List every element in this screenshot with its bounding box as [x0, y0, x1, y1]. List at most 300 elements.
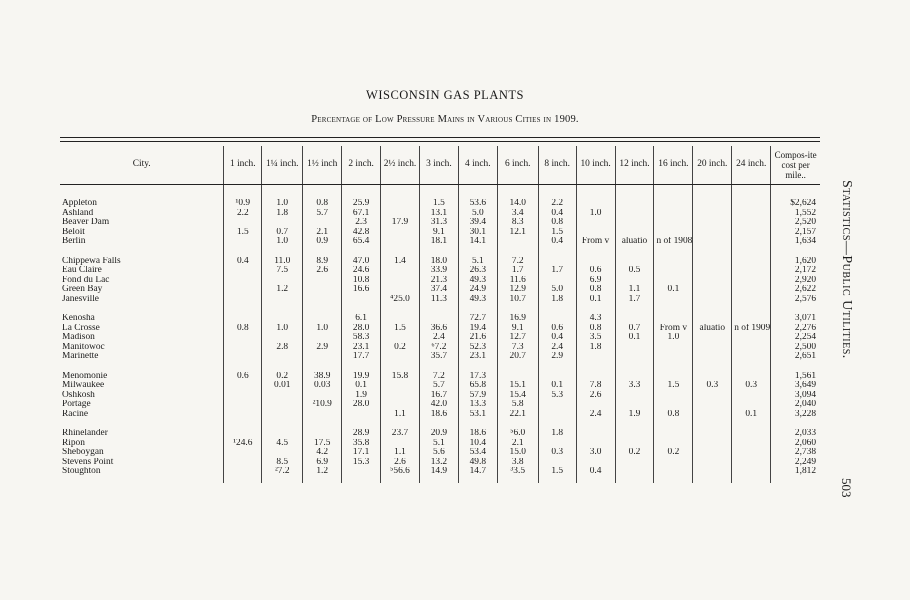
composite-cost-cell: 1,561: [771, 372, 820, 382]
col-header-10in: 10 inch.: [576, 146, 615, 185]
table-row: [60, 276, 820, 286]
percentage-cell: [732, 257, 771, 267]
percentage-cell: 0.2: [262, 372, 303, 382]
spacer-cell: [224, 304, 262, 314]
percentage-cell: 0.1: [654, 285, 693, 295]
spacer-cell: [303, 247, 342, 257]
percentage-cell: [693, 448, 732, 458]
spacer-cell: [693, 304, 732, 314]
percentage-cell: [615, 372, 654, 382]
percentage-cell: [732, 429, 771, 439]
table-row: [60, 458, 820, 468]
city-name-cell: Manitowoc: [62, 342, 105, 352]
percentage-cell: [262, 429, 303, 439]
spacer-cell: [342, 419, 381, 429]
spacer-cell: [458, 247, 497, 257]
percentage-cell: 53.4: [458, 448, 497, 458]
percentage-cell: ⁵6.0: [497, 429, 538, 439]
col-header-1-25in: 1¼ inch.: [262, 146, 303, 185]
spacer-cell: [732, 362, 771, 372]
spacer-cell: [262, 304, 303, 314]
spacer-cell: [262, 419, 303, 429]
percentage-cell: 4.5: [262, 439, 303, 449]
percentage-cell: 1.9: [342, 391, 381, 401]
percentage-cell: 1.0: [262, 199, 303, 209]
percentage-cell: [615, 199, 654, 209]
city-name-cell: Beloit: [62, 227, 85, 237]
percentage-cell: 0.1: [576, 295, 615, 305]
percentage-cell: 7.2: [497, 257, 538, 267]
table-subtitle: Percentage of Low Pressure Mains in Various Cities in 1909.: [311, 114, 579, 125]
spacer-cell: [419, 362, 458, 372]
percentage-cell: [615, 228, 654, 238]
percentage-cell: [615, 391, 654, 401]
spacer-cell: [419, 185, 458, 200]
percentage-cell: 26.3: [458, 266, 497, 276]
percentage-cell: 52.3: [458, 343, 497, 353]
percentage-cell: 17.9: [381, 218, 420, 228]
percentage-cell: [654, 429, 693, 439]
percentage-cell: aluatio: [693, 324, 732, 334]
spacer-cell: [342, 477, 381, 483]
percentage-cell: [693, 314, 732, 324]
percentage-cell: 19.4: [458, 324, 497, 334]
spacer-cell: [654, 362, 693, 372]
percentage-cell: 5.0: [458, 209, 497, 219]
percentage-cell: [693, 400, 732, 410]
percentage-cell: [732, 228, 771, 238]
spacer-cell: [693, 362, 732, 372]
percentage-cell: 15.8: [381, 372, 420, 382]
city-name-cell: Berlin: [62, 237, 86, 246]
percentage-cell: [381, 209, 420, 219]
percentage-cell: 23.1: [458, 352, 497, 362]
percentage-cell: 1.8: [262, 209, 303, 219]
percentage-cell: [654, 257, 693, 267]
spacer-cell: [538, 362, 576, 372]
percentage-cell: [615, 209, 654, 219]
percentage-cell: 13.3: [458, 400, 497, 410]
percentage-cell: 20.9: [419, 429, 458, 439]
percentage-cell: 3.5: [576, 333, 615, 343]
percentage-cell: [303, 276, 342, 286]
composite-cost-cell: 2,738: [771, 448, 820, 458]
spacer-cell: [342, 362, 381, 372]
spacer-cell: [654, 419, 693, 429]
percentage-cell: 1.7: [615, 295, 654, 305]
percentage-cell: 3.4: [497, 209, 538, 219]
table-row: [60, 324, 820, 334]
percentage-cell: 0.6: [224, 372, 262, 382]
spacer-cell: [576, 247, 615, 257]
percentage-cell: 1.0: [654, 333, 693, 343]
percentage-cell: [224, 458, 262, 468]
city-name-cell: Beaver Dam: [62, 218, 110, 227]
percentage-cell: 23.1: [342, 343, 381, 353]
percentage-cell: [576, 228, 615, 238]
percentage-cell: [262, 333, 303, 343]
percentage-cell: 3.0: [576, 448, 615, 458]
percentage-cell: [693, 439, 732, 449]
percentage-cell: 0.1: [342, 381, 381, 391]
percentage-cell: ²7.2: [262, 467, 303, 477]
percentage-cell: [732, 266, 771, 276]
percentage-cell: 0.8: [576, 285, 615, 295]
spacer-cell: [732, 185, 771, 200]
percentage-cell: [303, 285, 342, 295]
city-name-cell: Marinette: [62, 352, 99, 361]
table-row: [60, 209, 820, 219]
table-row: [60, 333, 820, 343]
percentage-cell: [342, 467, 381, 477]
percentage-cell: [538, 410, 576, 420]
spacer-cell: [381, 419, 420, 429]
percentage-cell: 4.2: [303, 448, 342, 458]
city-name-cell: Madison: [62, 333, 95, 342]
percentage-cell: 2.4: [419, 333, 458, 343]
spacer-row: [60, 477, 820, 483]
percentage-cell: 11.6: [497, 276, 538, 286]
composite-cost-cell: 2,622: [771, 285, 820, 295]
percentage-cell: [224, 391, 262, 401]
percentage-cell: 0.4: [224, 257, 262, 267]
percentage-cell: 58.3: [342, 333, 381, 343]
percentage-cell: [693, 295, 732, 305]
percentage-cell: [224, 467, 262, 477]
percentage-cell: 2.4: [538, 343, 576, 353]
percentage-cell: 1.8: [576, 343, 615, 353]
percentage-cell: 0.7: [615, 324, 654, 334]
percentage-cell: 1.0: [262, 324, 303, 334]
percentage-cell: [654, 314, 693, 324]
percentage-cell: 57.9: [458, 391, 497, 401]
percentage-cell: 9.1: [497, 324, 538, 334]
percentage-cell: 22.1: [497, 410, 538, 420]
percentage-cell: 4.3: [576, 314, 615, 324]
spacer-cell: [732, 247, 771, 257]
composite-cost-cell: 3,071: [771, 314, 820, 324]
percentage-cell: 7.2: [419, 372, 458, 382]
percentage-cell: [381, 314, 420, 324]
percentage-cell: 12.1: [497, 228, 538, 238]
spacer-cell: [771, 304, 820, 314]
percentage-cell: 0.4: [538, 237, 576, 247]
percentage-cell: [693, 199, 732, 209]
percentage-cell: 0.1: [538, 381, 576, 391]
percentage-cell: [615, 439, 654, 449]
percentage-cell: 1.2: [262, 285, 303, 295]
percentage-cell: [654, 400, 693, 410]
percentage-cell: 16.7: [419, 391, 458, 401]
percentage-cell: [732, 333, 771, 343]
percentage-cell: [342, 295, 381, 305]
spacer-cell: [615, 247, 654, 257]
spacer-cell: [732, 477, 771, 483]
spacer-cell: [342, 247, 381, 257]
percentage-cell: [732, 343, 771, 353]
composite-cost-cell: 2,576: [771, 295, 820, 305]
percentage-cell: [224, 314, 262, 324]
percentage-cell: 3.3: [615, 381, 654, 391]
percentage-cell: 15.1: [497, 381, 538, 391]
city-name-cell: Rhinelander: [62, 429, 108, 438]
percentage-cell: n of 1909: [732, 324, 771, 334]
col-header-24in: 24 inch.: [732, 146, 771, 185]
spacer-cell: [538, 419, 576, 429]
percentage-cell: [538, 372, 576, 382]
percentage-cell: ⁶7.2: [419, 343, 458, 353]
percentage-cell: 0.5: [615, 266, 654, 276]
spacer-cell: [771, 247, 820, 257]
spacer-cell: [538, 185, 576, 200]
percentage-cell: 0.2: [615, 448, 654, 458]
composite-cost-cell: 3,649: [771, 381, 820, 391]
percentage-cell: [615, 314, 654, 324]
percentage-cell: 24.6: [342, 266, 381, 276]
percentage-cell: [262, 448, 303, 458]
gas-mains-table: [60, 146, 820, 483]
percentage-cell: [732, 199, 771, 209]
spacer-cell: [771, 477, 820, 483]
percentage-cell: 0.03: [303, 381, 342, 391]
percentage-cell: 8.5: [262, 458, 303, 468]
percentage-cell: [693, 372, 732, 382]
percentage-cell: 2.3: [342, 218, 381, 228]
spacer-cell: [458, 185, 497, 200]
percentage-cell: 2.2: [538, 199, 576, 209]
spacer-cell: [538, 304, 576, 314]
percentage-cell: [732, 276, 771, 286]
spacer-cell: [342, 185, 381, 200]
spacer-cell: [497, 247, 538, 257]
percentage-cell: [262, 276, 303, 286]
percentage-cell: n of 1908: [654, 237, 693, 247]
city-name-cell: Appleton: [62, 199, 97, 208]
table-row: [60, 448, 820, 458]
percentage-cell: 17.5: [303, 439, 342, 449]
percentage-cell: 2.9: [303, 343, 342, 353]
city-name-cell: Ripon: [62, 438, 85, 448]
percentage-cell: 1.5: [224, 228, 262, 238]
percentage-cell: 1.2: [303, 467, 342, 477]
spacer-cell: [771, 185, 820, 200]
spacer-row: [60, 419, 820, 429]
table-row: [60, 352, 820, 362]
percentage-cell: 72.7: [458, 314, 497, 324]
percentage-cell: 8.3: [497, 218, 538, 228]
percentage-cell: 0.7: [262, 228, 303, 238]
percentage-cell: [693, 257, 732, 267]
percentage-cell: 47.0: [342, 257, 381, 267]
percentage-cell: [497, 372, 538, 382]
percentage-cell: 14.0: [497, 199, 538, 209]
col-header-2in: 2 inch.: [342, 146, 381, 185]
spacer-cell: [693, 477, 732, 483]
spacer-cell: [224, 362, 262, 372]
city-name-cell: Stoughton: [62, 467, 101, 476]
city-name-cell: Menomonie: [62, 371, 108, 381]
composite-cost-cell: 2,157: [771, 228, 820, 238]
percentage-cell: [732, 448, 771, 458]
percentage-cell: 14.7: [458, 467, 497, 477]
percentage-cell: ⁵56.6: [381, 467, 420, 477]
percentage-cell: 2.9: [538, 352, 576, 362]
composite-cost-cell: 3,094: [771, 391, 820, 401]
col-header-6in: 6 inch.: [497, 146, 538, 185]
percentage-cell: [224, 352, 262, 362]
percentage-cell: [654, 209, 693, 219]
percentage-cell: 5.3: [538, 391, 576, 401]
percentage-cell: [224, 410, 262, 420]
percentage-cell: 18.0: [419, 257, 458, 267]
col-header-8in: 8 inch.: [538, 146, 576, 185]
spacer-cell: [458, 477, 497, 483]
percentage-cell: 19.9: [342, 372, 381, 382]
percentage-cell: 42.0: [419, 400, 458, 410]
percentage-cell: [576, 400, 615, 410]
spacer-cell: [303, 304, 342, 314]
percentage-cell: 1.1: [381, 448, 420, 458]
table-row: [60, 218, 820, 228]
percentage-cell: [654, 467, 693, 477]
spacer-cell: [224, 247, 262, 257]
spacer-cell: [303, 362, 342, 372]
percentage-cell: 0.8: [303, 199, 342, 209]
percentage-cell: [732, 209, 771, 219]
percentage-cell: [732, 467, 771, 477]
spacer-cell: [771, 362, 820, 372]
percentage-cell: 0.2: [654, 448, 693, 458]
top-rule: [60, 137, 820, 138]
composite-cost-cell: 2,033: [771, 429, 820, 439]
spacer-cell: [576, 362, 615, 372]
city-name-cell: Racine: [62, 409, 89, 419]
percentage-cell: [576, 372, 615, 382]
percentage-cell: 0.8: [654, 410, 693, 420]
percentage-cell: 13.2: [419, 458, 458, 468]
spacer-cell: [381, 304, 420, 314]
spacer-cell: [342, 304, 381, 314]
composite-cost-cell: 2,249: [771, 458, 820, 468]
spacer-cell: [497, 304, 538, 314]
spacer-cell: [303, 477, 342, 483]
table-row: [60, 439, 820, 449]
percentage-cell: 6.1: [342, 314, 381, 324]
spacer-cell: [458, 419, 497, 429]
percentage-cell: 28.0: [342, 324, 381, 334]
spacer-cell: [615, 477, 654, 483]
percentage-cell: 2.2: [224, 209, 262, 219]
spacer-cell: [615, 362, 654, 372]
percentage-cell: [497, 237, 538, 247]
percentage-cell: [224, 218, 262, 228]
percentage-cell: 10.4: [458, 439, 497, 449]
percentage-cell: 6.9: [576, 276, 615, 286]
percentage-cell: [224, 295, 262, 305]
spacer-cell: [419, 419, 458, 429]
percentage-cell: 10.8: [342, 276, 381, 286]
percentage-cell: 1.4: [381, 257, 420, 267]
percentage-cell: 1.5: [538, 228, 576, 238]
spacer-cell: [576, 304, 615, 314]
percentage-cell: [654, 372, 693, 382]
spacer-cell: [654, 247, 693, 257]
percentage-cell: 15.3: [342, 458, 381, 468]
percentage-cell: [576, 257, 615, 267]
percentage-cell: [576, 458, 615, 468]
percentage-cell: [693, 391, 732, 401]
spacer-cell: [262, 247, 303, 257]
percentage-cell: [693, 343, 732, 353]
percentage-cell: 1.5: [419, 199, 458, 209]
percentage-cell: [224, 285, 262, 295]
percentage-cell: [224, 266, 262, 276]
percentage-cell: 39.4: [458, 218, 497, 228]
percentage-cell: 0.1: [615, 333, 654, 343]
percentage-cell: 28.0: [342, 400, 381, 410]
composite-cost-cell: $2,624: [771, 199, 820, 209]
col-header-composite-cost: Compos-ite cost per mile..: [771, 146, 820, 185]
percentage-cell: [303, 314, 342, 324]
percentage-cell: [576, 218, 615, 228]
percentage-cell: 11.0: [262, 257, 303, 267]
percentage-cell: [576, 352, 615, 362]
table-row: [60, 285, 820, 295]
percentage-cell: 0.6: [538, 324, 576, 334]
table-row: [60, 199, 820, 209]
percentage-cell: [381, 391, 420, 401]
percentage-cell: 6.9: [303, 458, 342, 468]
spacer-cell: [381, 477, 420, 483]
percentage-cell: 25.9: [342, 199, 381, 209]
percentage-cell: [654, 391, 693, 401]
percentage-cell: [615, 352, 654, 362]
table-row: [60, 400, 820, 410]
percentage-cell: 1.0: [303, 324, 342, 334]
percentage-cell: [381, 276, 420, 286]
percentage-cell: [615, 218, 654, 228]
percentage-cell: 18.1: [419, 237, 458, 247]
percentage-cell: [538, 276, 576, 286]
percentage-cell: [732, 314, 771, 324]
percentage-cell: 37.4: [419, 285, 458, 295]
percentage-cell: [615, 429, 654, 439]
city-name-cell: Chippewa Falls: [62, 256, 121, 266]
percentage-cell: 2.6: [576, 391, 615, 401]
percentage-cell: [693, 429, 732, 439]
spacer-cell: [576, 419, 615, 429]
percentage-cell: 2.8: [262, 343, 303, 353]
city-name-cell: Fond du Lac: [62, 275, 110, 285]
percentage-cell: 1.8: [538, 295, 576, 305]
percentage-cell: [262, 352, 303, 362]
percentage-cell: 1.5: [381, 324, 420, 334]
spacer-cell: [419, 477, 458, 483]
percentage-cell: [303, 218, 342, 228]
percentage-cell: 65.4: [342, 237, 381, 247]
table-row: [60, 228, 820, 238]
percentage-cell: [654, 276, 693, 286]
percentage-cell: [615, 276, 654, 286]
city-name-cell: Green Bay: [62, 285, 103, 294]
table-row: [60, 381, 820, 391]
percentage-cell: [576, 199, 615, 209]
composite-cost-cell: 2,254: [771, 333, 820, 343]
spacer-cell: [732, 304, 771, 314]
table-row: [60, 314, 820, 324]
percentage-cell: 53.6: [458, 199, 497, 209]
percentage-cell: [342, 410, 381, 420]
